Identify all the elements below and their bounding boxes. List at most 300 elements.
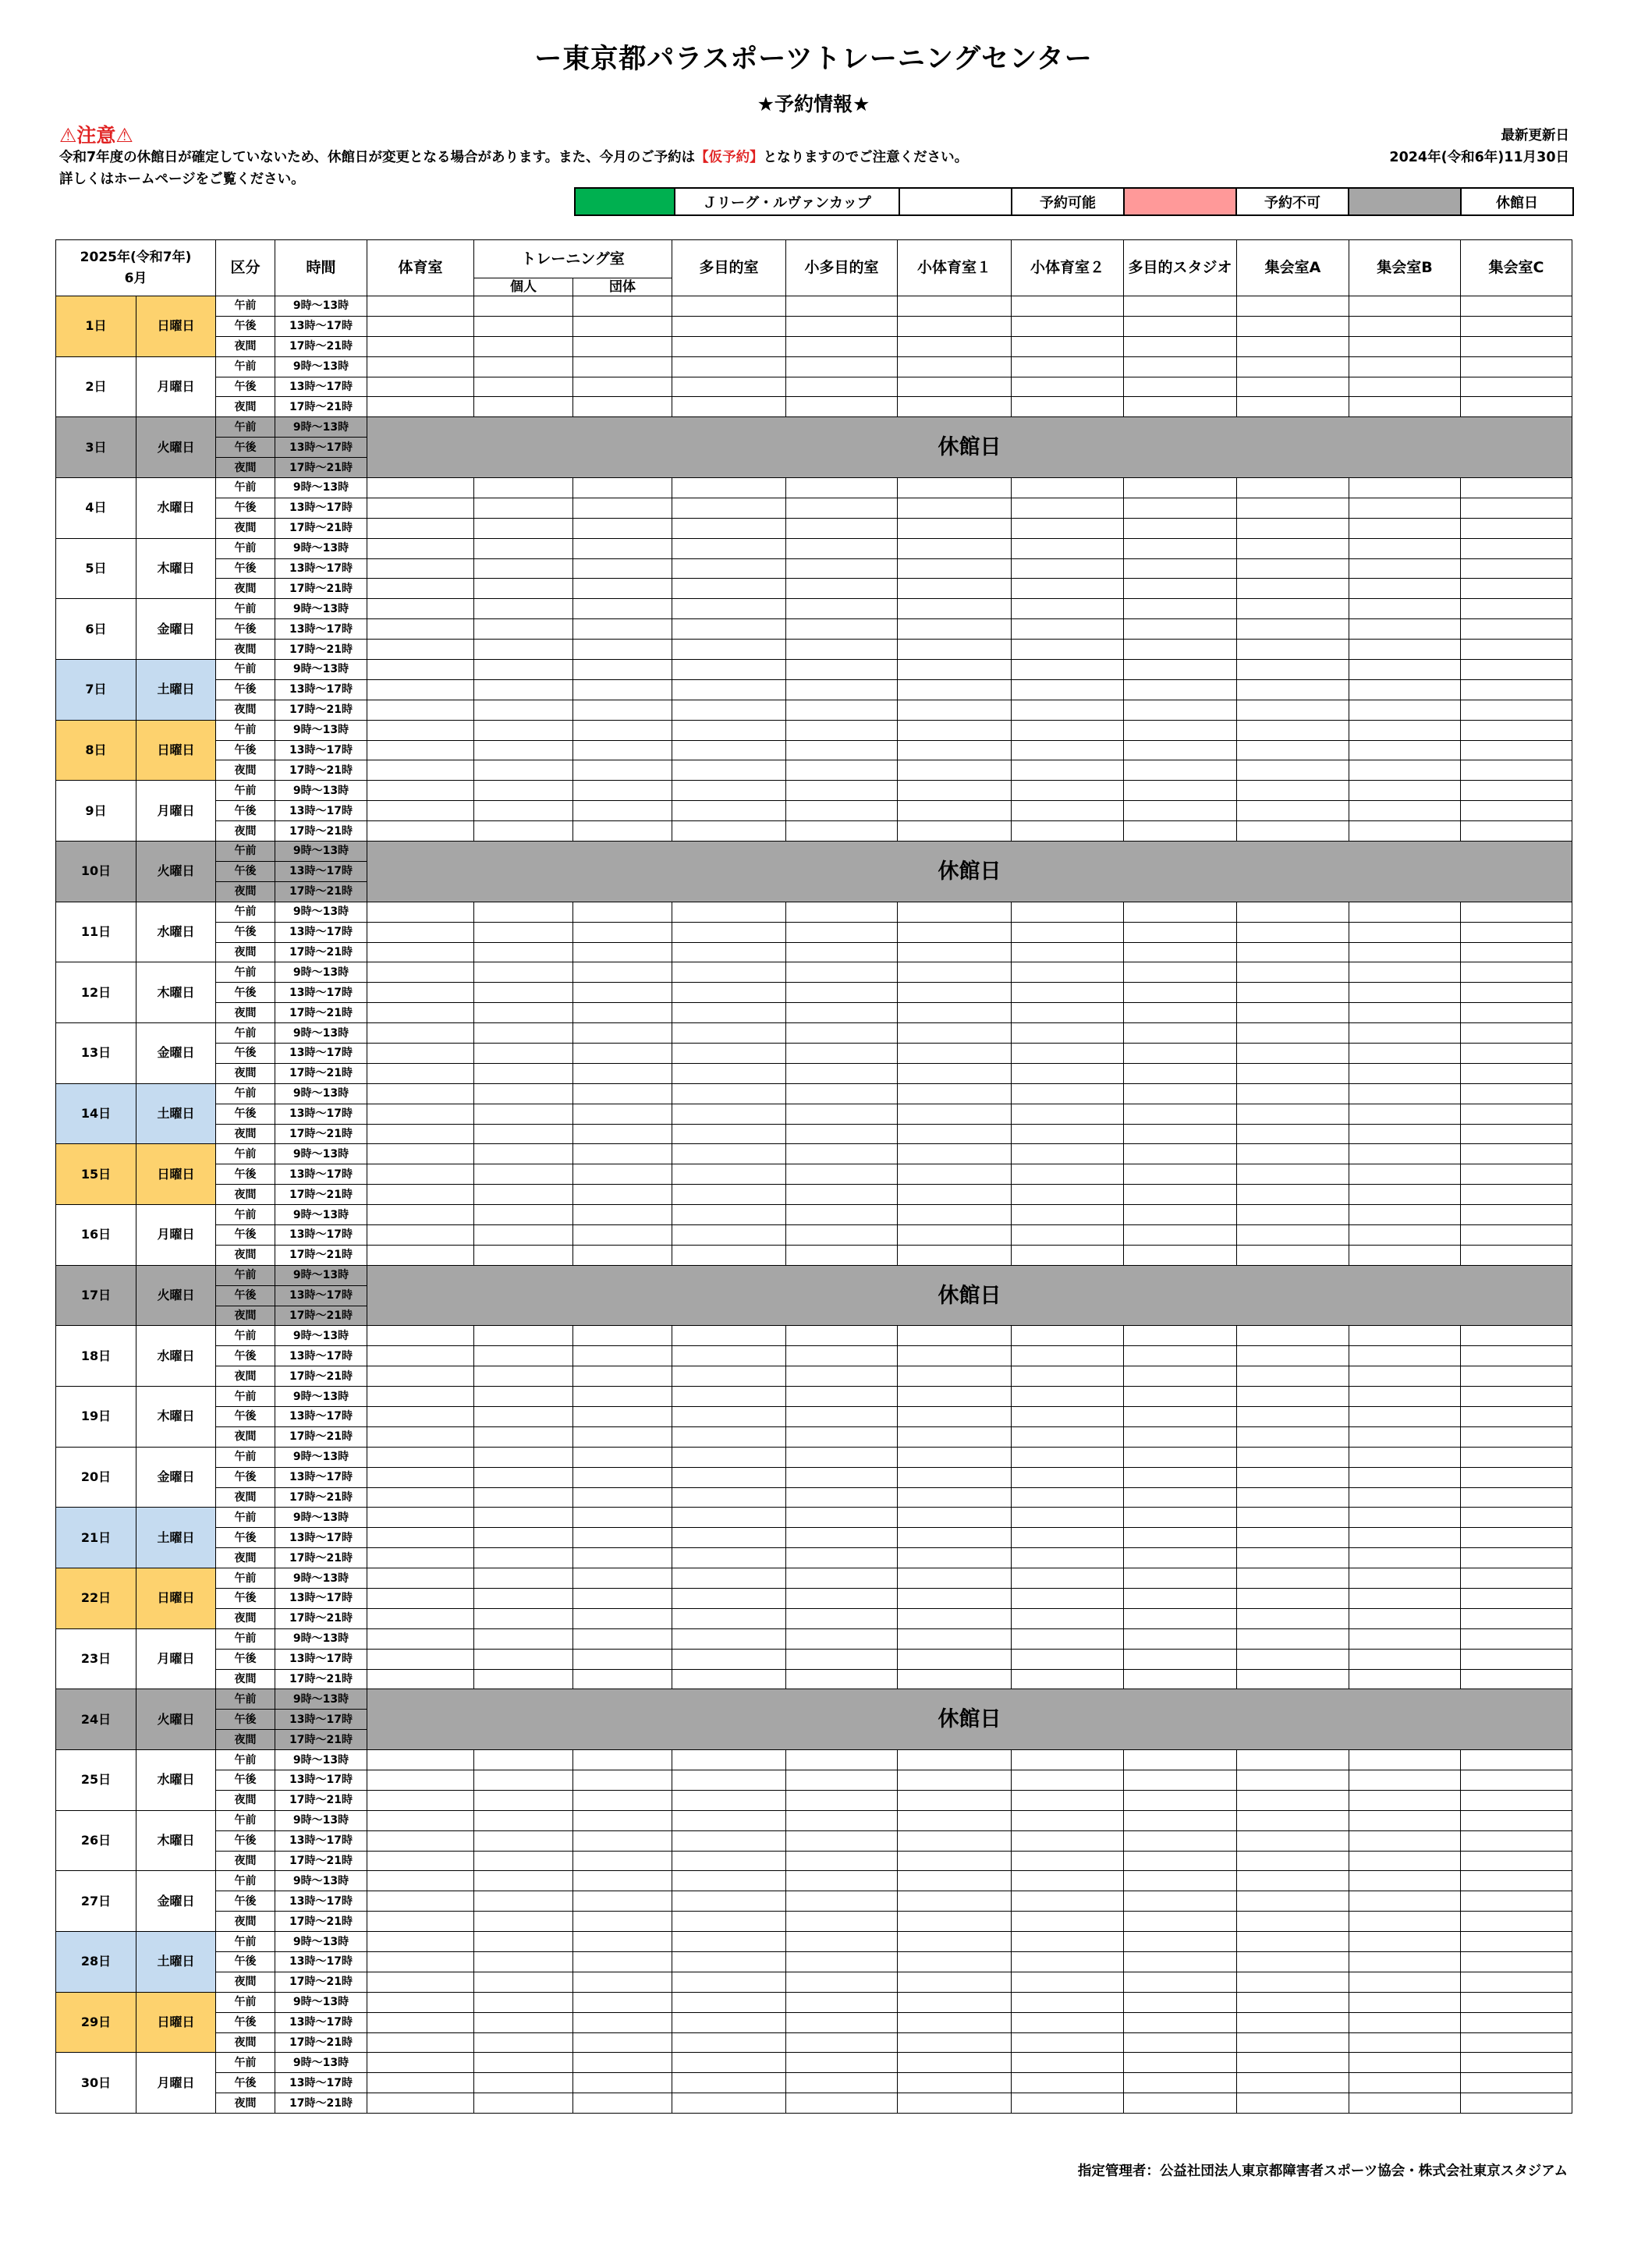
reservation-cell[interactable] <box>1349 2032 1461 2053</box>
reservation-cell[interactable] <box>573 498 672 518</box>
reservation-cell[interactable] <box>1012 640 1124 660</box>
reservation-cell[interactable] <box>1237 1043 1349 1063</box>
reservation-cell[interactable] <box>1012 1326 1124 1346</box>
reservation-cell[interactable] <box>898 1185 1012 1205</box>
reservation-cell[interactable] <box>1349 1063 1461 1083</box>
reservation-cell[interactable] <box>1349 1326 1461 1346</box>
reservation-cell[interactable] <box>367 1810 474 1830</box>
reservation-cell[interactable] <box>573 740 672 760</box>
reservation-cell[interactable] <box>1461 1508 1572 1528</box>
reservation-cell[interactable] <box>898 558 1012 579</box>
reservation-cell[interactable] <box>367 296 474 317</box>
reservation-cell[interactable] <box>672 296 786 317</box>
reservation-cell[interactable] <box>573 1992 672 2012</box>
reservation-cell[interactable] <box>1461 1628 1572 1649</box>
reservation-cell[interactable] <box>898 1487 1012 1508</box>
reservation-cell[interactable] <box>573 558 672 579</box>
reservation-cell[interactable] <box>898 1387 1012 1407</box>
reservation-cell[interactable] <box>1124 1972 1237 1992</box>
reservation-cell[interactable] <box>367 1589 474 1609</box>
reservation-cell[interactable] <box>367 1224 474 1245</box>
reservation-cell[interactable] <box>1124 1063 1237 1083</box>
reservation-cell[interactable] <box>1237 1346 1349 1366</box>
reservation-cell[interactable] <box>1349 579 1461 599</box>
reservation-cell[interactable] <box>786 1932 898 1952</box>
reservation-cell[interactable] <box>786 316 898 336</box>
reservation-cell[interactable] <box>1237 1750 1349 1770</box>
reservation-cell[interactable] <box>367 1649 474 1669</box>
reservation-cell[interactable] <box>1124 760 1237 781</box>
reservation-cell[interactable] <box>573 1589 672 1609</box>
reservation-cell[interactable] <box>786 478 898 498</box>
reservation-cell[interactable] <box>1237 1003 1349 1023</box>
reservation-cell[interactable] <box>474 821 573 842</box>
reservation-cell[interactable] <box>786 599 898 619</box>
reservation-cell[interactable] <box>786 1508 898 1528</box>
reservation-cell[interactable] <box>367 902 474 922</box>
reservation-cell[interactable] <box>1349 336 1461 356</box>
reservation-cell[interactable] <box>1237 1568 1349 1589</box>
reservation-cell[interactable] <box>786 1992 898 2012</box>
reservation-cell[interactable] <box>367 377 474 397</box>
reservation-cell[interactable] <box>1349 2012 1461 2032</box>
reservation-cell[interactable] <box>1124 1346 1237 1366</box>
reservation-cell[interactable] <box>367 1164 474 1185</box>
reservation-cell[interactable] <box>786 1346 898 1366</box>
reservation-cell[interactable] <box>367 1124 474 1144</box>
reservation-cell[interactable] <box>1461 2032 1572 2053</box>
reservation-cell[interactable] <box>672 1992 786 2012</box>
reservation-cell[interactable] <box>367 1528 474 1548</box>
reservation-cell[interactable] <box>367 1952 474 1972</box>
reservation-cell[interactable] <box>474 1467 573 1487</box>
reservation-cell[interactable] <box>1012 1144 1124 1164</box>
reservation-cell[interactable] <box>367 2032 474 2053</box>
reservation-cell[interactable] <box>1461 1447 1572 1467</box>
reservation-cell[interactable] <box>1124 700 1237 720</box>
reservation-cell[interactable] <box>1237 1185 1349 1205</box>
reservation-cell[interactable] <box>898 478 1012 498</box>
reservation-cell[interactable] <box>573 2053 672 2073</box>
reservation-cell[interactable] <box>474 1387 573 1407</box>
reservation-cell[interactable] <box>1124 1810 1237 1830</box>
reservation-cell[interactable] <box>1012 1871 1124 1891</box>
reservation-cell[interactable] <box>1461 1790 1572 1810</box>
reservation-cell[interactable] <box>367 1467 474 1487</box>
reservation-cell[interactable] <box>573 599 672 619</box>
reservation-cell[interactable] <box>474 1810 573 1830</box>
reservation-cell[interactable] <box>1461 336 1572 356</box>
reservation-cell[interactable] <box>898 1952 1012 1972</box>
reservation-cell[interactable] <box>367 1548 474 1568</box>
reservation-cell[interactable] <box>1124 640 1237 660</box>
reservation-cell[interactable] <box>1237 1063 1349 1083</box>
reservation-cell[interactable] <box>1461 1568 1572 1589</box>
reservation-cell[interactable] <box>786 1326 898 1346</box>
reservation-cell[interactable] <box>786 1830 898 1851</box>
reservation-cell[interactable] <box>367 781 474 801</box>
reservation-cell[interactable] <box>1349 296 1461 317</box>
reservation-cell[interactable] <box>898 720 1012 740</box>
reservation-cell[interactable] <box>1461 942 1572 962</box>
reservation-cell[interactable] <box>1012 1952 1124 1972</box>
reservation-cell[interactable] <box>898 619 1012 640</box>
reservation-cell[interactable] <box>573 760 672 781</box>
reservation-cell[interactable] <box>786 1891 898 1912</box>
reservation-cell[interactable] <box>1124 1508 1237 1528</box>
reservation-cell[interactable] <box>1124 1447 1237 1467</box>
reservation-cell[interactable] <box>1012 1528 1124 1548</box>
reservation-cell[interactable] <box>573 2073 672 2093</box>
reservation-cell[interactable] <box>367 2073 474 2093</box>
reservation-cell[interactable] <box>1461 1326 1572 1346</box>
reservation-cell[interactable] <box>672 2012 786 2032</box>
reservation-cell[interactable] <box>672 1912 786 1932</box>
reservation-cell[interactable] <box>1012 518 1124 538</box>
reservation-cell[interactable] <box>898 760 1012 781</box>
reservation-cell[interactable] <box>786 1851 898 1871</box>
reservation-cell[interactable] <box>672 1790 786 1810</box>
reservation-cell[interactable] <box>672 700 786 720</box>
reservation-cell[interactable] <box>898 1003 1012 1023</box>
reservation-cell[interactable] <box>786 1224 898 1245</box>
reservation-cell[interactable] <box>573 1487 672 1508</box>
reservation-cell[interactable] <box>1237 1972 1349 1992</box>
reservation-cell[interactable] <box>1349 801 1461 821</box>
reservation-cell[interactable] <box>672 760 786 781</box>
reservation-cell[interactable] <box>1349 599 1461 619</box>
reservation-cell[interactable] <box>474 1426 573 1447</box>
reservation-cell[interactable] <box>474 1830 573 1851</box>
reservation-cell[interactable] <box>786 1608 898 1628</box>
reservation-cell[interactable] <box>786 619 898 640</box>
reservation-cell[interactable] <box>1237 498 1349 518</box>
reservation-cell[interactable] <box>1012 498 1124 518</box>
reservation-cell[interactable] <box>367 720 474 740</box>
reservation-cell[interactable] <box>1124 316 1237 336</box>
reservation-cell[interactable] <box>1349 640 1461 660</box>
reservation-cell[interactable] <box>573 1750 672 1770</box>
reservation-cell[interactable] <box>1124 1912 1237 1932</box>
reservation-cell[interactable] <box>1012 1447 1124 1467</box>
reservation-cell[interactable] <box>367 983 474 1003</box>
reservation-cell[interactable] <box>672 1083 786 1104</box>
reservation-cell[interactable] <box>474 1164 573 1185</box>
reservation-cell[interactable] <box>672 1185 786 1205</box>
reservation-cell[interactable] <box>573 902 672 922</box>
reservation-cell[interactable] <box>573 336 672 356</box>
reservation-cell[interactable] <box>367 1830 474 1851</box>
reservation-cell[interactable] <box>573 2012 672 2032</box>
reservation-cell[interactable] <box>367 1669 474 1689</box>
reservation-cell[interactable] <box>898 1104 1012 1124</box>
reservation-cell[interactable] <box>1124 619 1237 640</box>
reservation-cell[interactable] <box>786 679 898 700</box>
reservation-cell[interactable] <box>1461 1003 1572 1023</box>
reservation-cell[interactable] <box>573 942 672 962</box>
reservation-cell[interactable] <box>573 1346 672 1366</box>
reservation-cell[interactable] <box>573 1830 672 1851</box>
reservation-cell[interactable] <box>1461 1589 1572 1609</box>
reservation-cell[interactable] <box>672 2032 786 2053</box>
reservation-cell[interactable] <box>1461 1063 1572 1083</box>
reservation-cell[interactable] <box>898 1528 1012 1548</box>
reservation-cell[interactable] <box>672 679 786 700</box>
reservation-cell[interactable] <box>1237 1628 1349 1649</box>
reservation-cell[interactable] <box>1124 1790 1237 1810</box>
reservation-cell[interactable] <box>474 1790 573 1810</box>
reservation-cell[interactable] <box>1461 1810 1572 1830</box>
reservation-cell[interactable] <box>474 942 573 962</box>
reservation-cell[interactable] <box>898 700 1012 720</box>
reservation-cell[interactable] <box>1349 1487 1461 1508</box>
reservation-cell[interactable] <box>786 740 898 760</box>
reservation-cell[interactable] <box>1461 1366 1572 1387</box>
reservation-cell[interactable] <box>367 1406 474 1426</box>
reservation-cell[interactable] <box>1237 1891 1349 1912</box>
reservation-cell[interactable] <box>1124 1830 1237 1851</box>
reservation-cell[interactable] <box>1124 599 1237 619</box>
reservation-cell[interactable] <box>573 1790 672 1810</box>
reservation-cell[interactable] <box>672 720 786 740</box>
reservation-cell[interactable] <box>1012 1851 1124 1871</box>
reservation-cell[interactable] <box>474 922 573 942</box>
reservation-cell[interactable] <box>1237 922 1349 942</box>
reservation-cell[interactable] <box>898 1628 1012 1649</box>
reservation-cell[interactable] <box>367 2053 474 2073</box>
reservation-cell[interactable] <box>474 2073 573 2093</box>
reservation-cell[interactable] <box>474 1649 573 1669</box>
reservation-cell[interactable] <box>1012 1891 1124 1912</box>
reservation-cell[interactable] <box>1461 2012 1572 2032</box>
reservation-cell[interactable] <box>786 660 898 680</box>
reservation-cell[interactable] <box>474 356 573 377</box>
reservation-cell[interactable] <box>573 1628 672 1649</box>
reservation-cell[interactable] <box>1124 1205 1237 1225</box>
reservation-cell[interactable] <box>1124 498 1237 518</box>
reservation-cell[interactable] <box>1237 942 1349 962</box>
reservation-cell[interactable] <box>672 1063 786 1083</box>
reservation-cell[interactable] <box>898 2032 1012 2053</box>
reservation-cell[interactable] <box>1349 518 1461 538</box>
reservation-cell[interactable] <box>1237 1406 1349 1426</box>
reservation-cell[interactable] <box>1237 478 1349 498</box>
reservation-cell[interactable] <box>898 1871 1012 1891</box>
reservation-cell[interactable] <box>573 1426 672 1447</box>
reservation-cell[interactable] <box>1349 1608 1461 1628</box>
reservation-cell[interactable] <box>573 700 672 720</box>
reservation-cell[interactable] <box>1237 1851 1349 1871</box>
reservation-cell[interactable] <box>1461 1104 1572 1124</box>
reservation-cell[interactable] <box>1461 660 1572 680</box>
reservation-cell[interactable] <box>786 1810 898 1830</box>
reservation-cell[interactable] <box>1349 821 1461 842</box>
reservation-cell[interactable] <box>367 1346 474 1366</box>
reservation-cell[interactable] <box>1012 1467 1124 1487</box>
reservation-cell[interactable] <box>367 1770 474 1791</box>
reservation-cell[interactable] <box>1012 962 1124 983</box>
reservation-cell[interactable] <box>367 1447 474 1467</box>
reservation-cell[interactable] <box>1012 1649 1124 1669</box>
reservation-cell[interactable] <box>1124 2053 1237 2073</box>
reservation-cell[interactable] <box>1461 1023 1572 1044</box>
reservation-cell[interactable] <box>1124 478 1237 498</box>
reservation-cell[interactable] <box>1461 700 1572 720</box>
reservation-cell[interactable] <box>573 1952 672 1972</box>
reservation-cell[interactable] <box>672 1406 786 1426</box>
reservation-cell[interactable] <box>573 397 672 417</box>
reservation-cell[interactable] <box>1461 1851 1572 1871</box>
reservation-cell[interactable] <box>1237 316 1349 336</box>
reservation-cell[interactable] <box>898 1810 1012 1830</box>
reservation-cell[interactable] <box>573 377 672 397</box>
reservation-cell[interactable] <box>786 1487 898 1508</box>
reservation-cell[interactable] <box>672 821 786 842</box>
reservation-cell[interactable] <box>367 1205 474 1225</box>
reservation-cell[interactable] <box>1461 902 1572 922</box>
reservation-cell[interactable] <box>367 2093 474 2114</box>
reservation-cell[interactable] <box>1237 1932 1349 1952</box>
reservation-cell[interactable] <box>786 1185 898 1205</box>
reservation-cell[interactable] <box>786 902 898 922</box>
reservation-cell[interactable] <box>367 660 474 680</box>
reservation-cell[interactable] <box>1124 740 1237 760</box>
reservation-cell[interactable] <box>1461 801 1572 821</box>
reservation-cell[interactable] <box>786 821 898 842</box>
reservation-cell[interactable] <box>474 1952 573 1972</box>
reservation-cell[interactable] <box>1461 1083 1572 1104</box>
reservation-cell[interactable] <box>573 1932 672 1952</box>
reservation-cell[interactable] <box>1237 377 1349 397</box>
reservation-cell[interactable] <box>672 518 786 538</box>
reservation-cell[interactable] <box>1012 781 1124 801</box>
reservation-cell[interactable] <box>1349 1628 1461 1649</box>
reservation-cell[interactable] <box>1124 1104 1237 1124</box>
reservation-cell[interactable] <box>1461 1467 1572 1487</box>
reservation-cell[interactable] <box>474 1891 573 1912</box>
reservation-cell[interactable] <box>1461 1830 1572 1851</box>
reservation-cell[interactable] <box>367 801 474 821</box>
reservation-cell[interactable] <box>1349 1972 1461 1992</box>
reservation-cell[interactable] <box>672 1508 786 1528</box>
reservation-cell[interactable] <box>1461 922 1572 942</box>
reservation-cell[interactable] <box>1461 1548 1572 1568</box>
reservation-cell[interactable] <box>573 1406 672 1426</box>
reservation-cell[interactable] <box>1349 942 1461 962</box>
reservation-cell[interactable] <box>573 316 672 336</box>
reservation-cell[interactable] <box>367 1063 474 1083</box>
reservation-cell[interactable] <box>898 781 1012 801</box>
reservation-cell[interactable] <box>1012 660 1124 680</box>
reservation-cell[interactable] <box>474 1205 573 1225</box>
reservation-cell[interactable] <box>367 821 474 842</box>
reservation-cell[interactable] <box>573 1871 672 1891</box>
reservation-cell[interactable] <box>474 1508 573 1528</box>
reservation-cell[interactable] <box>786 2053 898 2073</box>
reservation-cell[interactable] <box>1237 336 1349 356</box>
reservation-cell[interactable] <box>672 1568 786 1589</box>
reservation-cell[interactable] <box>786 1023 898 1044</box>
reservation-cell[interactable] <box>672 2073 786 2093</box>
reservation-cell[interactable] <box>1124 1628 1237 1649</box>
reservation-cell[interactable] <box>672 781 786 801</box>
reservation-cell[interactable] <box>367 1003 474 1023</box>
reservation-cell[interactable] <box>474 1224 573 1245</box>
reservation-cell[interactable] <box>474 2032 573 2053</box>
reservation-cell[interactable] <box>1237 296 1349 317</box>
reservation-cell[interactable] <box>1124 1245 1237 1265</box>
reservation-cell[interactable] <box>786 942 898 962</box>
reservation-cell[interactable] <box>573 1608 672 1628</box>
reservation-cell[interactable] <box>367 679 474 700</box>
reservation-cell[interactable] <box>1237 1447 1349 1467</box>
reservation-cell[interactable] <box>1012 700 1124 720</box>
reservation-cell[interactable] <box>474 1023 573 1044</box>
reservation-cell[interactable] <box>1237 1366 1349 1387</box>
reservation-cell[interactable] <box>474 1366 573 1387</box>
reservation-cell[interactable] <box>367 700 474 720</box>
reservation-cell[interactable] <box>573 983 672 1003</box>
reservation-cell[interactable] <box>573 518 672 538</box>
reservation-cell[interactable] <box>1349 538 1461 558</box>
reservation-cell[interactable] <box>786 1426 898 1447</box>
reservation-cell[interactable] <box>573 1124 672 1144</box>
reservation-cell[interactable] <box>1461 1426 1572 1447</box>
reservation-cell[interactable] <box>474 700 573 720</box>
reservation-cell[interactable] <box>1461 760 1572 781</box>
reservation-cell[interactable] <box>367 619 474 640</box>
reservation-cell[interactable] <box>1012 1205 1124 1225</box>
reservation-cell[interactable] <box>1012 983 1124 1003</box>
reservation-cell[interactable] <box>1012 1508 1124 1528</box>
reservation-cell[interactable] <box>1349 2093 1461 2114</box>
reservation-cell[interactable] <box>1349 377 1461 397</box>
reservation-cell[interactable] <box>672 1750 786 1770</box>
reservation-cell[interactable] <box>1012 902 1124 922</box>
reservation-cell[interactable] <box>573 922 672 942</box>
reservation-cell[interactable] <box>474 1447 573 1467</box>
reservation-cell[interactable] <box>573 1891 672 1912</box>
reservation-cell[interactable] <box>1124 1750 1237 1770</box>
reservation-cell[interactable] <box>1124 538 1237 558</box>
reservation-cell[interactable] <box>1012 1750 1124 1770</box>
reservation-cell[interactable] <box>1012 1669 1124 1689</box>
reservation-cell[interactable] <box>1461 1912 1572 1932</box>
reservation-cell[interactable] <box>573 1669 672 1689</box>
reservation-cell[interactable] <box>898 1568 1012 1589</box>
reservation-cell[interactable] <box>1349 1205 1461 1225</box>
reservation-cell[interactable] <box>1349 902 1461 922</box>
reservation-cell[interactable] <box>1349 1952 1461 1972</box>
reservation-cell[interactable] <box>786 1245 898 1265</box>
reservation-cell[interactable] <box>898 2012 1012 2032</box>
reservation-cell[interactable] <box>1237 1528 1349 1548</box>
reservation-cell[interactable] <box>367 1245 474 1265</box>
reservation-cell[interactable] <box>1237 1245 1349 1265</box>
reservation-cell[interactable] <box>474 1932 573 1952</box>
reservation-cell[interactable] <box>1461 1952 1572 1972</box>
reservation-cell[interactable] <box>367 356 474 377</box>
reservation-cell[interactable] <box>1124 356 1237 377</box>
reservation-cell[interactable] <box>898 1224 1012 1245</box>
reservation-cell[interactable] <box>1237 1830 1349 1851</box>
reservation-cell[interactable] <box>898 1083 1012 1104</box>
reservation-cell[interactable] <box>1237 2032 1349 2053</box>
reservation-cell[interactable] <box>1461 1608 1572 1628</box>
reservation-cell[interactable] <box>573 640 672 660</box>
reservation-cell[interactable] <box>1124 1608 1237 1628</box>
reservation-cell[interactable] <box>1461 478 1572 498</box>
